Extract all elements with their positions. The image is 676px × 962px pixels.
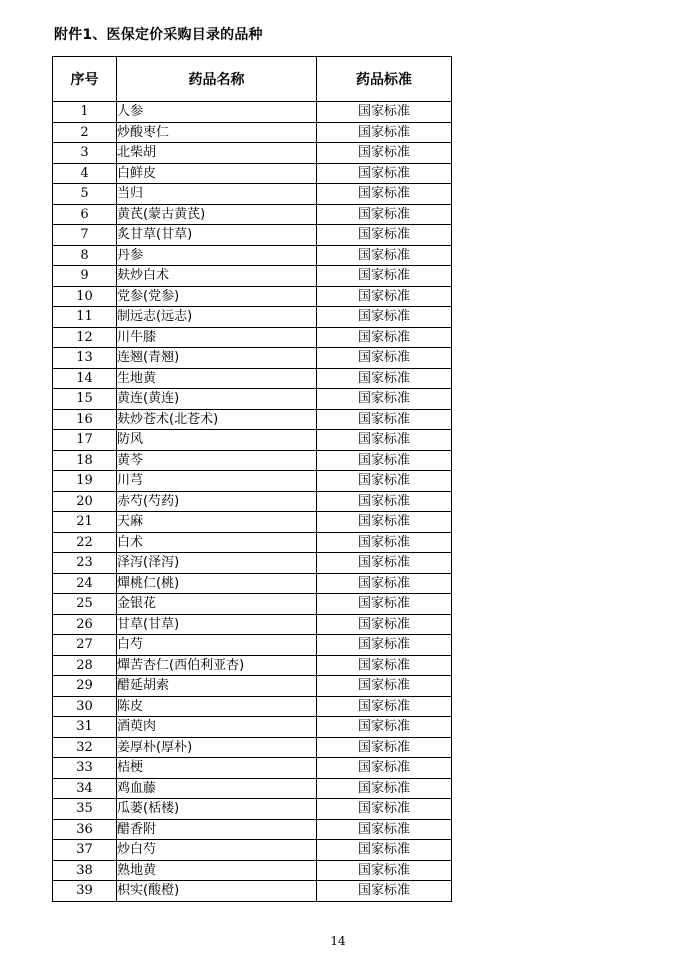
drug-name-cell: 酒萸肉 [117,717,317,738]
drug-name-cell: 制远志(远志) [117,307,317,328]
drug-standard-cell: 国家标准 [317,860,452,881]
table-header [53,57,452,102]
drug-standard-cell: 国家标准 [317,655,452,676]
drug-name-cell: 甘草(甘草) [117,614,317,635]
drug-catalog-table [52,56,452,902]
drug-standard-cell: 国家标准 [317,881,452,902]
drug-name-cell: 熟地黄 [117,860,317,881]
drug-standard-cell: 国家标准 [317,512,452,533]
table-row [53,102,452,123]
table-row [53,594,452,615]
table-row [53,348,452,369]
serial-number-cell: 16 [53,409,117,430]
table-row [53,737,452,758]
drug-name-cell: 丹参 [117,245,317,266]
serial-number-cell: 20 [53,491,117,512]
table-row [53,450,452,471]
table-row [53,799,452,820]
header-drug-standard: 药品标准 [317,57,452,102]
drug-name-cell: 北柴胡 [117,143,317,164]
drug-name-cell: 生地黄 [117,368,317,389]
serial-number-cell: 31 [53,717,117,738]
serial-number-cell: 32 [53,737,117,758]
serial-number-cell: 6 [53,204,117,225]
serial-number-cell: 23 [53,553,117,574]
page-number: 14 [330,934,346,948]
serial-number-cell: 12 [53,327,117,348]
table-row [53,286,452,307]
drug-name-cell: 白芍 [117,635,317,656]
serial-number-cell: 3 [53,143,117,164]
drug-standard-cell: 国家标准 [317,245,452,266]
serial-number-cell: 37 [53,840,117,861]
drug-name-cell: 姜厚朴(厚朴) [117,737,317,758]
drug-standard-cell: 国家标准 [317,102,452,123]
drug-standard-cell: 国家标准 [317,348,452,369]
drug-name-cell: 党参(党参) [117,286,317,307]
drug-standard-cell: 国家标准 [317,368,452,389]
table-row [53,327,452,348]
drug-name-cell: 瓜蒌(栝楼) [117,799,317,820]
drug-standard-cell: 国家标准 [317,717,452,738]
drug-name-cell: 炒酸枣仁 [117,122,317,143]
table-row [53,778,452,799]
serial-number-cell: 8 [53,245,117,266]
serial-number-cell: 29 [53,676,117,697]
serial-number-cell: 30 [53,696,117,717]
serial-number-cell: 13 [53,348,117,369]
table-row [53,512,452,533]
table-row [53,655,452,676]
drug-name-cell: 赤芍(芍药) [117,491,317,512]
serial-number-cell: 21 [53,512,117,533]
table-row [53,266,452,287]
table-row [53,184,452,205]
table-row [53,245,452,266]
serial-number-cell: 11 [53,307,117,328]
serial-number-cell: 24 [53,573,117,594]
drug-name-cell: 白术 [117,532,317,553]
table-row [53,368,452,389]
drug-standard-cell: 国家标准 [317,122,452,143]
table-row [53,225,452,246]
header-serial-number: 序号 [53,57,117,102]
drug-standard-cell: 国家标准 [317,758,452,779]
header-drug-name: 药品名称 [117,57,317,102]
serial-number-cell: 34 [53,778,117,799]
drug-standard-cell: 国家标准 [317,389,452,410]
table-row [53,614,452,635]
table-row [53,430,452,451]
drug-name-cell: 醋香附 [117,819,317,840]
drug-name-cell: 陈皮 [117,696,317,717]
drug-standard-cell: 国家标准 [317,184,452,205]
drug-name-cell: 麸炒苍术(北苍术) [117,409,317,430]
table-row [53,491,452,512]
drug-name-cell: 枳实(酸橙) [117,881,317,902]
drug-standard-cell: 国家标准 [317,635,452,656]
drug-name-cell: 连翘(青翘) [117,348,317,369]
table-row [53,881,452,902]
table-row [53,143,452,164]
drug-name-cell: 燀苦杏仁(西伯利亚杏) [117,655,317,676]
drug-name-cell: 炙甘草(甘草) [117,225,317,246]
table-row [53,860,452,881]
drug-standard-cell: 国家标准 [317,491,452,512]
drug-standard-cell: 国家标准 [317,594,452,615]
table-row [53,840,452,861]
drug-standard-cell: 国家标准 [317,737,452,758]
serial-number-cell: 33 [53,758,117,779]
drug-standard-cell: 国家标准 [317,286,452,307]
serial-number-cell: 27 [53,635,117,656]
serial-number-cell: 4 [53,163,117,184]
drug-standard-cell: 国家标准 [317,430,452,451]
drug-name-cell: 黄连(黄连) [117,389,317,410]
table-row [53,389,452,410]
drug-name-cell: 金银花 [117,594,317,615]
serial-number-cell: 35 [53,799,117,820]
drug-standard-cell: 国家标准 [317,409,452,430]
serial-number-cell: 38 [53,860,117,881]
drug-name-cell: 醋延胡索 [117,676,317,697]
drug-standard-cell: 国家标准 [317,573,452,594]
drug-standard-cell: 国家标准 [317,307,452,328]
serial-number-cell: 17 [53,430,117,451]
drug-standard-cell: 国家标准 [317,778,452,799]
serial-number-cell: 1 [53,102,117,123]
drug-name-cell: 防风 [117,430,317,451]
drug-name-cell: 泽泻(泽泻) [117,553,317,574]
drug-name-cell: 炒白芍 [117,840,317,861]
drug-name-cell: 黄芩 [117,450,317,471]
drug-standard-cell: 国家标准 [317,819,452,840]
drug-standard-cell: 国家标准 [317,143,452,164]
drug-name-cell: 川牛膝 [117,327,317,348]
drug-standard-cell: 国家标准 [317,553,452,574]
serial-number-cell: 10 [53,286,117,307]
drug-name-cell: 当归 [117,184,317,205]
drug-standard-cell: 国家标准 [317,840,452,861]
serial-number-cell: 7 [53,225,117,246]
table-row [53,532,452,553]
serial-number-cell: 36 [53,819,117,840]
table-body [53,102,452,902]
drug-name-cell: 麸炒白术 [117,266,317,287]
serial-number-cell: 22 [53,532,117,553]
table-row [53,204,452,225]
drug-standard-cell: 国家标准 [317,163,452,184]
drug-standard-cell: 国家标准 [317,266,452,287]
serial-number-cell: 39 [53,881,117,902]
table-row [53,307,452,328]
drug-standard-cell: 国家标准 [317,614,452,635]
drug-name-cell: 天麻 [117,512,317,533]
drug-standard-cell: 国家标准 [317,225,452,246]
table-row [53,122,452,143]
table-row [53,573,452,594]
drug-standard-cell: 国家标准 [317,676,452,697]
serial-number-cell: 5 [53,184,117,205]
drug-standard-cell: 国家标准 [317,327,452,348]
serial-number-cell: 18 [53,450,117,471]
drug-standard-cell: 国家标准 [317,204,452,225]
drug-name-cell: 川芎 [117,471,317,492]
serial-number-cell: 25 [53,594,117,615]
table-row [53,758,452,779]
serial-number-cell: 26 [53,614,117,635]
serial-number-cell: 15 [53,389,117,410]
drug-name-cell: 鸡血藤 [117,778,317,799]
serial-number-cell: 28 [53,655,117,676]
table-row [53,676,452,697]
serial-number-cell: 14 [53,368,117,389]
table-row [53,717,452,738]
drug-name-cell: 黄芪(蒙古黄芪) [117,204,317,225]
table-row [53,409,452,430]
serial-number-cell: 2 [53,122,117,143]
drug-name-cell: 白鲜皮 [117,163,317,184]
drug-name-cell: 人参 [117,102,317,123]
table-row [53,471,452,492]
table-row [53,553,452,574]
drug-standard-cell: 国家标准 [317,471,452,492]
drug-name-cell: 燀桃仁(桃) [117,573,317,594]
table-row [53,635,452,656]
table-row [53,163,452,184]
drug-standard-cell: 国家标准 [317,799,452,820]
drug-name-cell: 桔梗 [117,758,317,779]
document-title: 附件1、医保定价采购目录的品种 [54,27,263,43]
table-row [53,819,452,840]
serial-number-cell: 9 [53,266,117,287]
drug-standard-cell: 国家标准 [317,450,452,471]
drug-standard-cell: 国家标准 [317,532,452,553]
table-row [53,696,452,717]
serial-number-cell: 19 [53,471,117,492]
drug-standard-cell: 国家标准 [317,696,452,717]
header-row [53,57,452,102]
